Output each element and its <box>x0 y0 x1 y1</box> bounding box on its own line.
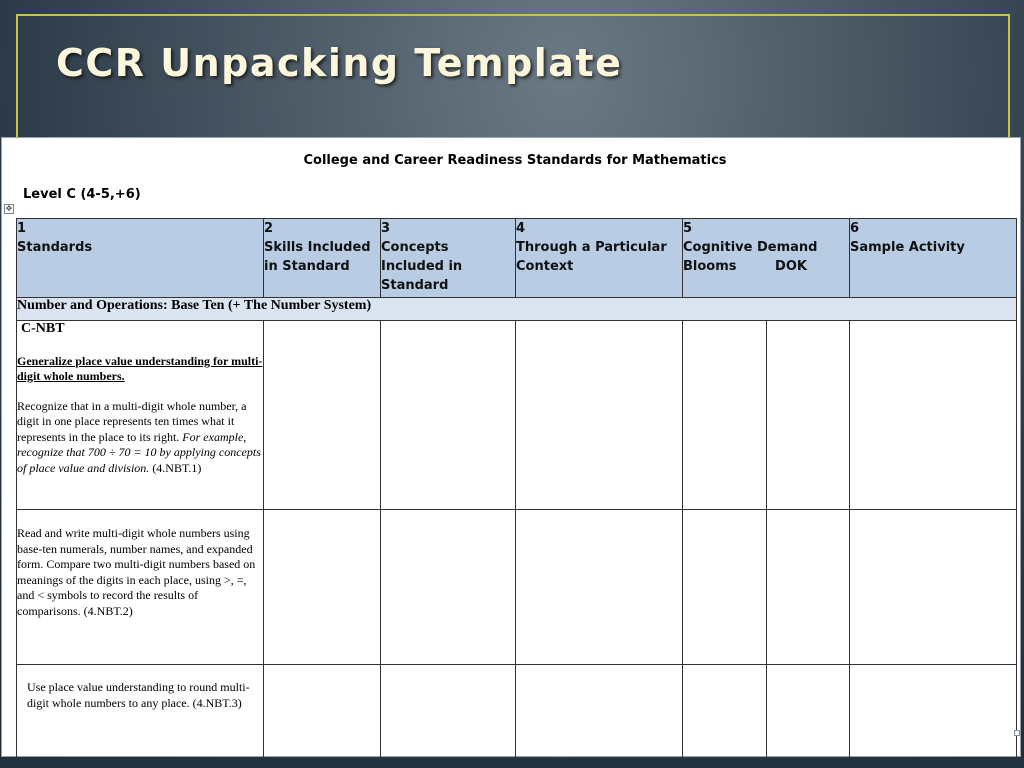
header-cell-skills: 2 Skills Included in Standard <box>264 219 381 298</box>
section-title: Number and Operations: Base Ten (+ The Number System) <box>17 298 1017 321</box>
standard-text: Recognize that in a multi-digit whole number, a digit in one place represents ten times what it represents in the place to its right. <box>17 398 247 444</box>
blooms-cell[interactable] <box>683 510 767 665</box>
section-row <box>17 298 1017 321</box>
header-cell-sample-activity: 6 Sample Activity <box>850 219 1017 298</box>
skills-cell[interactable] <box>264 321 381 510</box>
header-cell-cognitive-demand: 5 Cognitive Demand Blooms DOK <box>683 219 850 298</box>
domain-code: C-NBT <box>21 321 65 336</box>
standard-cell[interactable] <box>17 510 264 665</box>
dok-cell[interactable] <box>767 321 850 510</box>
slide-title: CCR Unpacking Template <box>56 41 623 85</box>
header-cell-standards: 1 Standards <box>17 219 264 298</box>
dok-cell[interactable] <box>767 665 850 759</box>
blooms-cell[interactable] <box>683 665 767 759</box>
standard-example: For example, recognize that 700 ÷ 70 = 10 by applying concepts of place value and division. <box>17 429 261 475</box>
concepts-cell[interactable] <box>381 321 516 510</box>
dok-label: DOK <box>775 259 807 274</box>
table-row <box>17 665 1017 759</box>
standard-text: Use place value understanding to round multi-digit whole numbers to any place. <box>27 680 250 710</box>
level-label: Level C (4-5,+6) <box>23 187 141 202</box>
bottom-band <box>0 758 1024 768</box>
unpacking-table <box>16 218 1017 759</box>
resize-handle-icon[interactable] <box>1014 730 1020 736</box>
standard-cell[interactable] <box>17 665 264 759</box>
table-row <box>17 321 1017 510</box>
move-icon[interactable]: ✥ <box>5 204 13 213</box>
skills-cell[interactable] <box>264 665 381 759</box>
blooms-cell[interactable] <box>683 321 767 510</box>
standard-cell[interactable] <box>17 321 264 510</box>
sample-activity-cell[interactable] <box>850 321 1017 510</box>
concepts-cell[interactable] <box>381 665 516 759</box>
standard-ref: (4.NBT.2) <box>83 603 133 618</box>
document-heading: College and Career Readiness Standards for Mathematics <box>303 153 727 168</box>
header-row <box>17 219 1017 298</box>
standard-text: Read and write multi-digit whole numbers using base-ten numerals, number names, and expanded form. Compare two multi-digit numbers based on meanings of the digits in each place, using >, =, and < symbols to record the results of comparisons. <box>17 526 256 618</box>
context-cell[interactable] <box>516 665 683 759</box>
sample-activity-cell[interactable] <box>850 510 1017 665</box>
dok-cell[interactable] <box>767 510 850 665</box>
header-cell-concepts: 3 Concepts Included in Standard <box>381 219 516 298</box>
header-cell-context: 4 Through a Particular Context <box>516 219 683 298</box>
sample-activity-cell[interactable] <box>850 665 1017 759</box>
standard-ref: (4.NBT.1) <box>152 460 202 475</box>
document-page <box>1 137 1021 757</box>
context-cell[interactable] <box>516 510 683 665</box>
skills-cell[interactable] <box>264 510 381 665</box>
concepts-cell[interactable] <box>381 510 516 665</box>
blooms-label: Blooms <box>683 259 737 274</box>
cluster-heading: Generalize place value understanding for multi-digit whole numbers. <box>17 353 263 383</box>
context-cell[interactable] <box>516 321 683 510</box>
standard-ref: (4.NBT.3) <box>192 695 242 710</box>
table-row <box>17 510 1017 665</box>
